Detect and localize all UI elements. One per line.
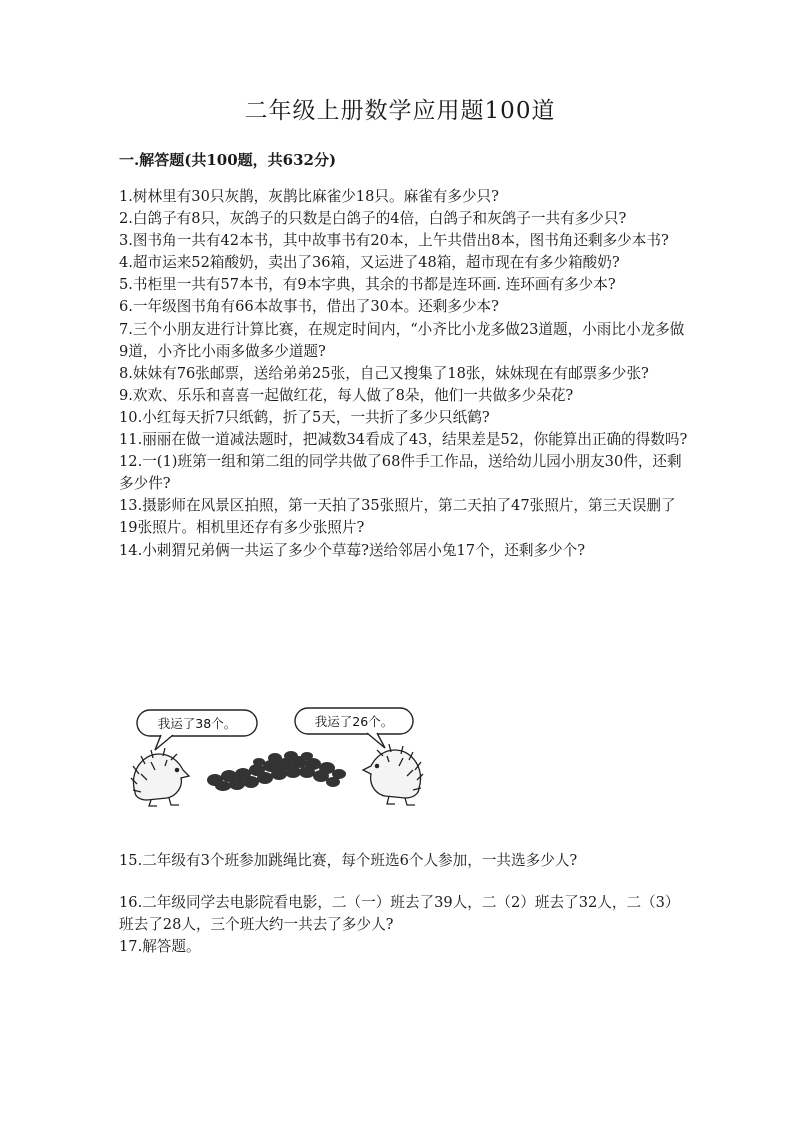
right-speech-bubble <box>295 708 413 748</box>
question-12: 12.一(1)班第一组和第二组的同学共做了68件手工作品，送给幼儿园小朋友30件，还剩多少件? <box>119 453 682 493</box>
question-1: 1.树林里有30只灰鹊，灰鹊比麻雀少18只。麻雀有多少只? <box>119 188 499 205</box>
question-7: 7.三个小朋友进行计算比赛，在规定时间内，“小齐比小龙多做23道题，小雨比小龙多做9道，小齐比小雨多做多少道题? <box>119 320 685 360</box>
left-speech-bubble <box>137 710 257 750</box>
section-heading: 一.解答题(共100题，共632分) <box>119 151 337 169</box>
question-16: 16.二年级同学去电影院看电影，二（一）班去了39人，二（2）班去了32人，二（3）班去了28人，三个班大约一共去了多少人? <box>119 894 680 934</box>
question-2: 2.白鸽子有8只，灰鸽子的只数是白鸽子的4倍，白鸽子和灰鸽子一共有多少只? <box>119 210 627 228</box>
hedgehog-strawberry-figure <box>127 704 427 816</box>
question-10: 10.小红每天折7只纸鹤，折了5天，一共折了多少只纸鹤? <box>119 408 490 426</box>
right-bubble-text: 我运了26个。 <box>314 714 394 729</box>
page-title: 二年级上册数学应用题100道 <box>244 98 556 124</box>
question-15: 15.二年级有3个班参加跳绳比赛，每个班选6个人参加，一共选多少人? <box>119 852 578 869</box>
question-8: 8.妹妹有76张邮票，送给弟弟25张，自己又搜集了18张，妹妹现在有邮票多少张? <box>119 364 649 382</box>
question-17: 17.解答题。 <box>119 938 201 955</box>
question-14: 14.小刺猬兄弟俩一共运了多少个草莓?送给邻居小兔17个，还剩多少个? <box>119 541 586 559</box>
question-13: 13.摄影师在风景区拍照，第一天拍了35张照片，第二天拍了47张照片，第三天误删了19张照片。相机里还存有多少张照片? <box>119 497 676 537</box>
right-hedgehog-icon <box>363 744 423 805</box>
question-11: 11.丽丽在做一道减法题时，把减数34看成了43，结果差是52，你能算出正确的得数吗? <box>119 431 688 449</box>
question-5: 5.书柜里一共有57本书，有9本字典，其余的书都是连环画. 连环画有多少本? <box>119 276 616 294</box>
left-hedgehog-icon <box>131 748 189 806</box>
question-9: 9.欢欢、乐乐和喜喜一起做红花，每人做了8朵，他们一共做多少朵花? <box>119 386 574 404</box>
question-4: 4.超市运来52箱酸奶，卖出了36箱，又运进了48箱，超市现在有多少箱酸奶? <box>119 254 620 272</box>
question-3: 3.图书角一共有42本书，其中故事书有20本，上午共借出8本，图书角还剩多少本书? <box>119 232 669 250</box>
strawberry-pile <box>207 751 346 791</box>
question-6: 6.一年级图书角有66本故事书，借出了30本。还剩多少本? <box>119 298 499 316</box>
left-bubble-text: 我运了38个。 <box>157 716 237 731</box>
question-list <box>119 186 689 562</box>
